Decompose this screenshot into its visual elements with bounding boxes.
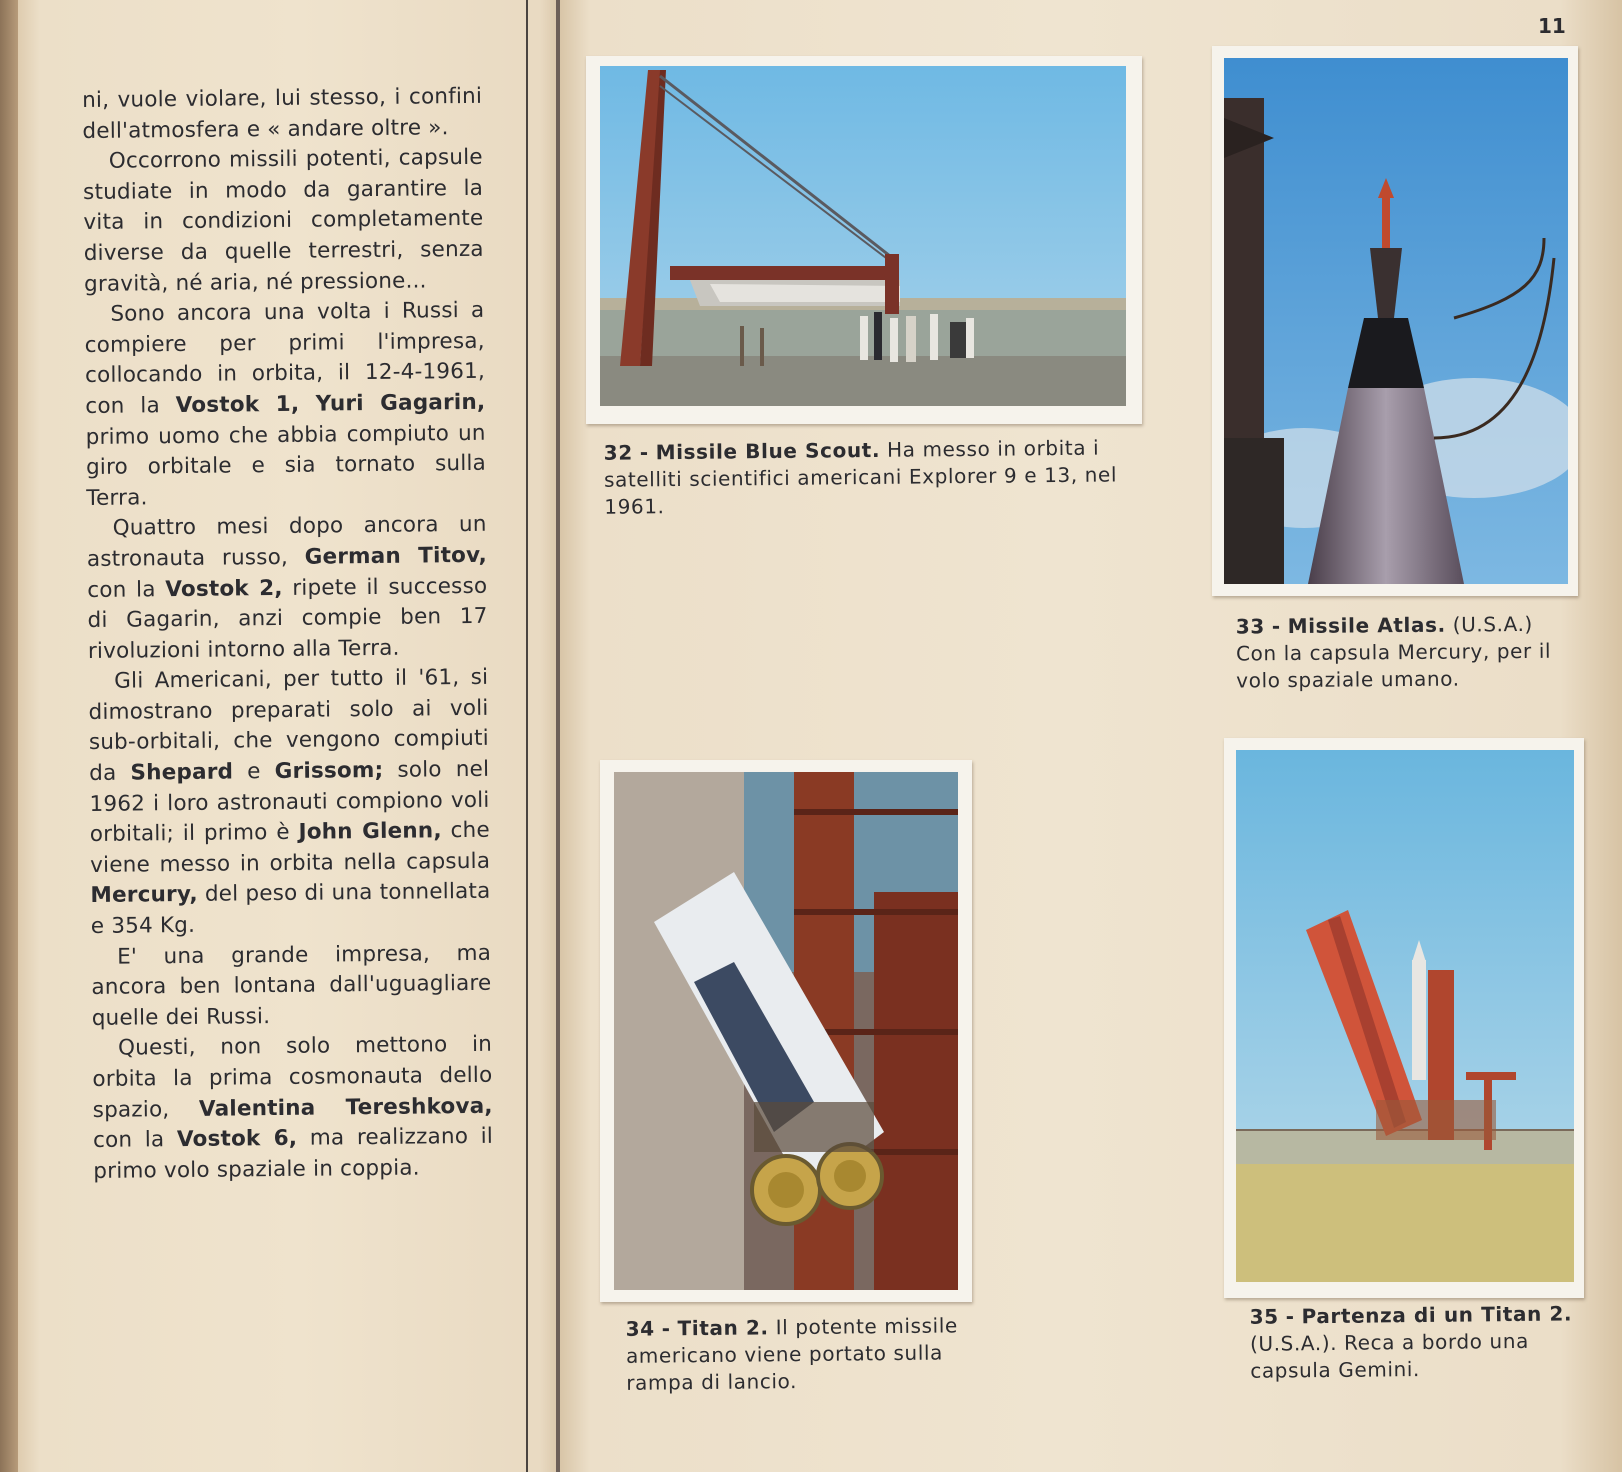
page-number: 11 — [1538, 14, 1566, 38]
caption-text-33: (U.S.A.) Con la capsula Mercury, per il volo spaziale umano. — [1235, 611, 1552, 693]
sticker-card-33 — [1212, 46, 1578, 596]
caption-32: 32 - Missile Blue Scout. Ha messo in orbita i satelliti scientifici americani Explorer 9 e 13, nel 1961. — [603, 435, 1118, 519]
body-paragraph — [82, 82, 483, 147]
body-paragraph — [88, 663, 491, 943]
bold-run: John Glenn, — [298, 818, 442, 846]
caption-title-35: Partenza di un Titan 2. — [1301, 1301, 1573, 1329]
caption-text-32: Ha messo in orbita i satelliti scientifici americani Explorer 9 e 13, nel 1961. — [603, 435, 1118, 519]
photo-blue-scout — [600, 66, 1126, 406]
caption-title-32: Missile Blue Scout. — [655, 437, 881, 465]
bold-run: Vostok 2, — [165, 575, 283, 602]
text-run: ripete il successo di Gagarin, anzi compie ben 17 rivoluzioni intorno alla Terra. — [87, 573, 488, 664]
photo-titan-2-launch — [1236, 750, 1574, 1282]
text-run: E' una grande impresa, ma ancora ben lontana dall'uguagliare quelle dei Russi. — [91, 940, 492, 1031]
text-run: ma realizzano il primo volo spaziale in coppia. — [93, 1123, 494, 1184]
caption-number-34: 34 — [625, 1316, 655, 1341]
caption-number-32: 32 — [603, 440, 633, 465]
body-paragraph — [84, 296, 486, 514]
text-run: e — [233, 759, 275, 785]
caption-title-33: Missile Atlas. — [1287, 612, 1446, 639]
text-run: con la — [87, 576, 166, 603]
sticker-card-34 — [600, 760, 972, 1302]
book-spine — [556, 0, 560, 1472]
caption-number-35: 35 — [1249, 1304, 1279, 1329]
bold-run: German Titov, — [304, 542, 488, 570]
caption-text-34: Il potente missile americano viene portato sulla rampa di lancio. — [625, 1313, 958, 1395]
text-run: primo uomo che abbia compiuto un giro orbitale e sia tornato sulla Terra. — [85, 420, 487, 511]
bold-run: Mercury, — [90, 882, 198, 909]
caption-title-34: Titan 2. — [677, 1315, 769, 1341]
bold-run: Grissom; — [274, 757, 384, 785]
body-paragraph — [91, 938, 492, 1034]
caption-33: 33 - Missile Atlas. (U.S.A.) Con la capsula Mercury, per il volo spaziale umano. — [1235, 611, 1552, 693]
bold-run: Vostok 6, — [176, 1125, 298, 1153]
body-paragraph — [83, 143, 485, 300]
text-run: Occorrono missili potenti, capsule studiate in modo da garantire la vita in condizioni completamente diverse da quelle terrestri, senza gravità, né aria, né pressione... — [82, 144, 484, 297]
caption-34: 34 - Titan 2. Il potente missile americano viene portato sulla rampa di lancio. — [625, 1313, 958, 1395]
bold-run: Valentina Tereshkova, — [198, 1093, 493, 1122]
text-run: che viene messo in orbita nella capsula — [90, 818, 491, 878]
text-run: Gli Americani, per tutto il '61, si dimostrano preparati solo ai voli sub-orbitali, che vengono compiuti da — [88, 665, 489, 787]
text-run: con la — [92, 1127, 178, 1154]
text-run: Questi, non solo mettono in orbita la prima cosmonauta dello spazio, — [92, 1032, 493, 1123]
photo-atlas — [1224, 58, 1568, 584]
text-run: solo nel 1962 i loro astronauti compiono voli orbitali; il primo è — [89, 756, 490, 848]
bold-run: Shepard — [130, 759, 234, 786]
page-edge — [0, 0, 18, 1472]
bold-run: Vostok 1, Yuri Gagarin, — [175, 389, 486, 418]
caption-number-33: 33 — [1235, 614, 1265, 639]
text-run: del peso di una tonnellata e 354 Kg. — [90, 879, 491, 939]
text-run: Quattro mesi dopo ancora un astronauta russo, — [86, 512, 487, 572]
caption-35: 35 - Partenza di un Titan 2. (U.S.A.). Reca a bordo una capsula Gemini. — [1249, 1301, 1573, 1383]
body-paragraph — [86, 510, 488, 667]
column-rule — [526, 0, 528, 1472]
sticker-card-35 — [1224, 738, 1584, 1298]
sticker-card-32 — [586, 56, 1142, 424]
text-run: Sono ancora una volta i Russi a compiere per primi l'impresa, collocando in orbita, il 12-4-1961, con la — [84, 297, 486, 419]
text-run: ni, vuole violare, lui stesso, i confini dell'atmosfera e « andare oltre ». — [82, 83, 483, 144]
caption-text-35: (U.S.A.). Reca a bordo una capsula Gemini. — [1249, 1328, 1530, 1383]
body-paragraph — [92, 1030, 494, 1187]
photo-titan-2 — [614, 772, 958, 1290]
body-text — [82, 82, 494, 1188]
